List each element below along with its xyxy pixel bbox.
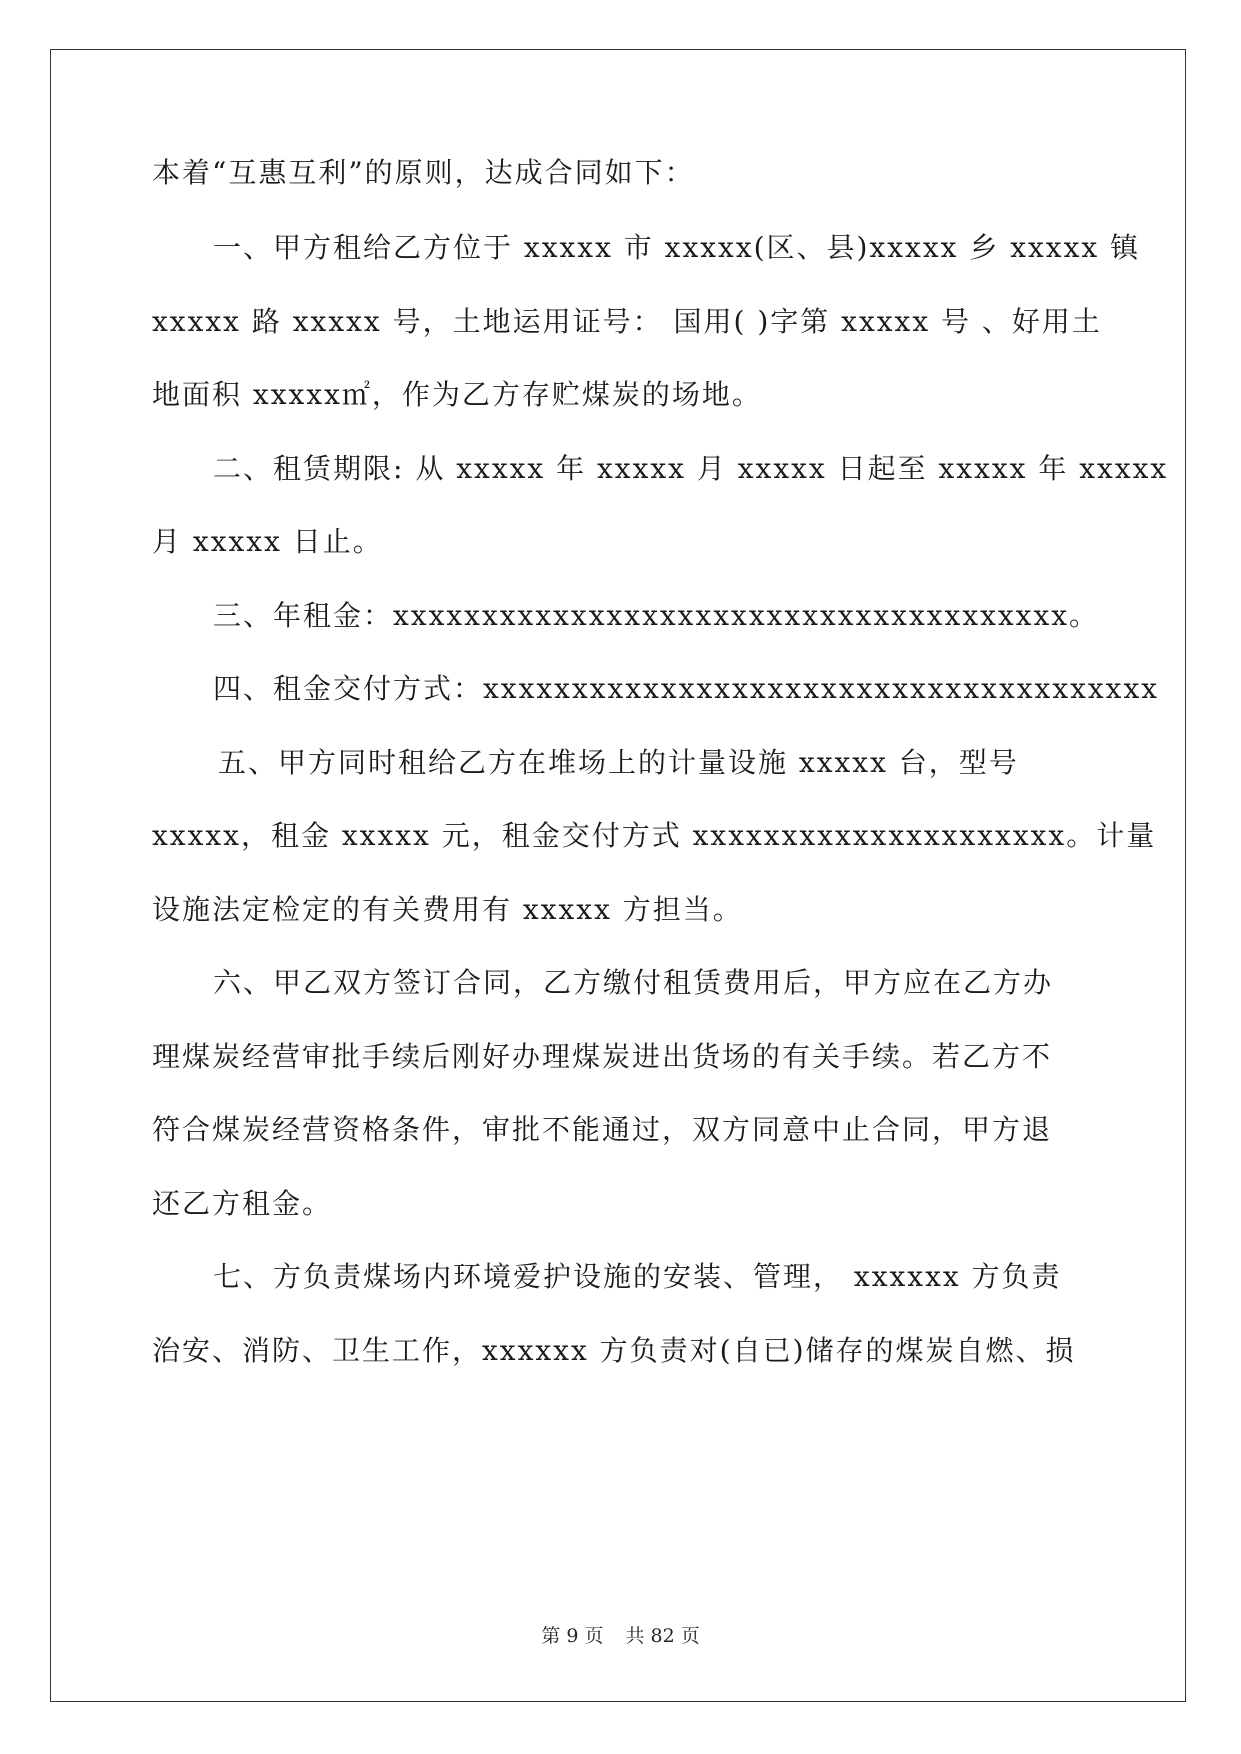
clause-7-line-1: 七、方负责煤场内环境爱护设施的安装、管理， xxxxxx 方负责 xyxy=(213,1260,1062,1293)
clause-4-line-1: 四、租金交付方式：xxxxxxxxxxxxxxxxxxxxxxxxxxxxxxxxxxxxxx xyxy=(213,672,1160,705)
page-frame xyxy=(50,49,1186,1702)
clause-7-line-2: 治安、消防、卫生工作，xxxxxx 方负责对(自已)储存的煤炭自燃、损 xyxy=(152,1334,1076,1367)
clause-3-line-1: 三、年租金：xxxxxxxxxxxxxxxxxxxxxxxxxxxxxxxxxxxxxx。 xyxy=(213,599,1100,632)
clause-5-line-1: 五、甲方同时租给乙方在堆场上的计量设施 xxxxx 台，型号 xyxy=(218,746,1019,779)
clause-6-line-1: 六、甲乙双方签订合同，乙方缴付租赁费用后，甲方应在乙方办 xyxy=(213,966,1054,999)
clause-2-line-2: 月 xxxxx 日止。 xyxy=(152,525,383,558)
text-line: 本着“互惠互利”的原则，达成合同如下： xyxy=(152,156,695,189)
clause-6-line-3: 符合煤炭经营资格条件，审批不能通过，双方同意中止合同，甲方退 xyxy=(152,1113,1053,1146)
page-number: 第 9 页 xyxy=(541,1625,604,1647)
clause-6-line-4: 还乙方租金。 xyxy=(152,1187,333,1220)
clause-2-line-1: 二、租赁期限: 从 xxxxx 年 xxxxx 月 xxxxx 日起至 xxxxx 年 xxxxx xyxy=(213,452,1169,485)
clause-1-line-2: xxxxx 路 xxxxx 号，土地运用证号： 国用( )字第 xxxxx 号 、好用土 xyxy=(152,305,1102,338)
clause-5-line-2: xxxxx，租金 xxxxx 元，租金交付方式 xxxxxxxxxxxxxxxxxxxxx。计量 xyxy=(152,819,1157,852)
page-total: 共 82 页 xyxy=(625,1625,700,1647)
page-footer xyxy=(0,1624,1241,1648)
clause-6-line-2: 理煤炭经营审批手续后刚好办理煤炭进出货场的有关手续。若乙方不 xyxy=(152,1040,1053,1073)
clause-1-line-1: 一、甲方租给乙方位于 xxxxx 市 xxxxx(区、县)xxxxx 乡 xxxxx 镇 xyxy=(213,231,1141,264)
clause-1-line-3: 地面积 xxxxx㎡，作为乙方存贮煤炭的场地。 xyxy=(152,378,762,411)
clause-5-line-3: 设施法定检定的有关费用有 xxxxx 方担当。 xyxy=(152,893,743,926)
